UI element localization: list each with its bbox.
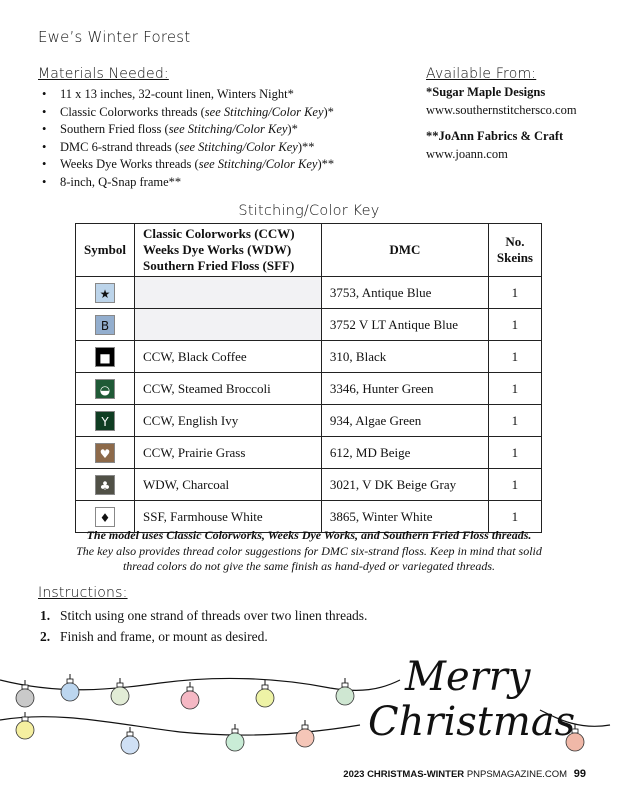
ornament-icon	[296, 720, 314, 747]
color-key-title: Stitching/Color Key	[238, 203, 380, 219]
ornament-icon	[111, 678, 129, 705]
header-symbol: Symbol	[76, 224, 135, 277]
dmc-cell: 3021, V DK Beige Gray	[321, 469, 488, 501]
thread-note: The model uses Classic Colorworks, Weeks Dye Works, and Southern Fried Floss threads. The key also provides thread color suggestions for DMC six-strand floss. Keep in mind that solid thread colors do not give the same finish as hand-dyed or variegated threads.	[76, 528, 542, 573]
symbol-cell	[76, 341, 135, 373]
symbol-swatch: ★	[95, 283, 115, 303]
table-row	[76, 469, 542, 501]
header-skeins: No. Skeins	[488, 224, 541, 277]
materials-heading: Materials Needed:	[38, 66, 169, 82]
thread-cell: SSF, Farmhouse White	[134, 501, 321, 533]
thread-cell: CCW, Black Coffee	[134, 341, 321, 373]
thread-cell: CCW, Steamed Broccoli	[134, 373, 321, 405]
symbol-swatch: ♣	[95, 475, 115, 495]
color-key-table	[75, 223, 542, 533]
skeins-cell: 1	[488, 277, 541, 309]
table-row	[76, 309, 542, 341]
list-item: • Weeks Dye Works threads (see Stitching/Color Key)**	[40, 156, 400, 174]
symbol-cell	[76, 469, 135, 501]
dmc-cell: 934, Algae Green	[321, 405, 488, 437]
header-dmc: DMC	[321, 224, 488, 277]
page-footer	[343, 768, 586, 780]
list-item: • 11 x 13 inches, 32-count linen, Winters Night*	[40, 86, 400, 104]
instructions-heading: Instructions:	[38, 585, 128, 601]
symbol-cell	[76, 277, 135, 309]
symbol-cell	[76, 437, 135, 469]
skeins-cell: 1	[488, 373, 541, 405]
list-item: • Southern Fried floss (see Stitching/Color Key)*	[40, 121, 400, 139]
ornament-garland	[0, 650, 618, 765]
available-heading: Available From:	[426, 66, 537, 82]
ornament-icon	[256, 680, 274, 707]
symbol-swatch: ♦	[95, 507, 115, 527]
list-item: 1. Stitch using one strand of threads over two linen threads.	[40, 608, 368, 623]
table-row	[76, 405, 542, 437]
skeins-cell: 1	[488, 501, 541, 533]
symbol-swatch: Y	[95, 411, 115, 431]
dmc-cell: 612, MD Beige	[321, 437, 488, 469]
list-item: 2. Finish and frame, or mount as desired.	[40, 629, 268, 644]
pattern-title: Ewe’s Winter Forest	[38, 28, 191, 46]
header-thread: Classic Colorworks (CCW) Weeks Dye Works (WDW) Southern Fried Floss (SFF)	[134, 224, 321, 277]
skeins-cell: 1	[488, 309, 541, 341]
list-item: • 8-inch, Q-Snap frame**	[40, 174, 400, 192]
vendor-url[interactable]: www.southernstitchersco.com	[426, 102, 577, 117]
ornament-icon	[16, 712, 34, 739]
symbol-swatch: ◒	[95, 379, 115, 399]
symbol-swatch: ♥	[95, 443, 115, 463]
thread-cell	[134, 309, 321, 341]
ornament-icon	[181, 682, 199, 709]
ornament-icon	[121, 727, 139, 754]
dmc-cell: 3865, Winter White	[321, 501, 488, 533]
table-row	[76, 277, 542, 309]
skeins-cell: 1	[488, 437, 541, 469]
skeins-cell: 1	[488, 469, 541, 501]
list-item: • Classic Colorworks threads (see Stitching/Color Key)*	[40, 104, 400, 122]
symbol-swatch: B	[95, 315, 115, 335]
symbol-cell	[76, 405, 135, 437]
symbol-swatch: ■	[95, 347, 115, 367]
site-label: PNPSMAGAZINE.COM	[466, 769, 568, 780]
skeins-cell: 1	[488, 341, 541, 373]
dmc-cell: 3752 V LT Antique Blue	[321, 309, 488, 341]
christmas-text: Christmas	[368, 699, 576, 745]
available-from	[426, 84, 611, 163]
vendor-name: *Sugar Maple Designs	[426, 85, 546, 99]
thread-cell: WDW, Charcoal	[134, 469, 321, 501]
materials-list	[40, 86, 400, 191]
merry-text: Merry	[405, 654, 531, 700]
skeins-cell: 1	[488, 405, 541, 437]
ornament-icon	[336, 678, 354, 705]
table-row	[76, 373, 542, 405]
ornament-icon	[61, 674, 79, 701]
thread-cell	[134, 277, 321, 309]
dmc-cell: 310, Black	[321, 341, 488, 373]
table-row	[76, 437, 542, 469]
page-number: 99	[573, 768, 586, 780]
ornament-icon	[226, 724, 244, 751]
symbol-cell	[76, 373, 135, 405]
vendor-name: **JoAnn Fabrics & Craft	[426, 129, 564, 143]
symbol-cell	[76, 309, 135, 341]
table-header-row	[76, 224, 542, 277]
dmc-cell: 3346, Hunter Green	[321, 373, 488, 405]
dmc-cell: 3753, Antique Blue	[321, 277, 488, 309]
thread-cell: CCW, Prairie Grass	[134, 437, 321, 469]
list-item: • DMC 6-strand threads (see Stitching/Color Key)**	[40, 139, 400, 157]
instructions-list	[40, 605, 367, 647]
vendor-url[interactable]: www.joann.com	[426, 146, 508, 161]
issue-label: 2023 CHRISTMAS-WINTER	[343, 769, 465, 780]
thread-cell: CCW, English Ivy	[134, 405, 321, 437]
table-row	[76, 341, 542, 373]
